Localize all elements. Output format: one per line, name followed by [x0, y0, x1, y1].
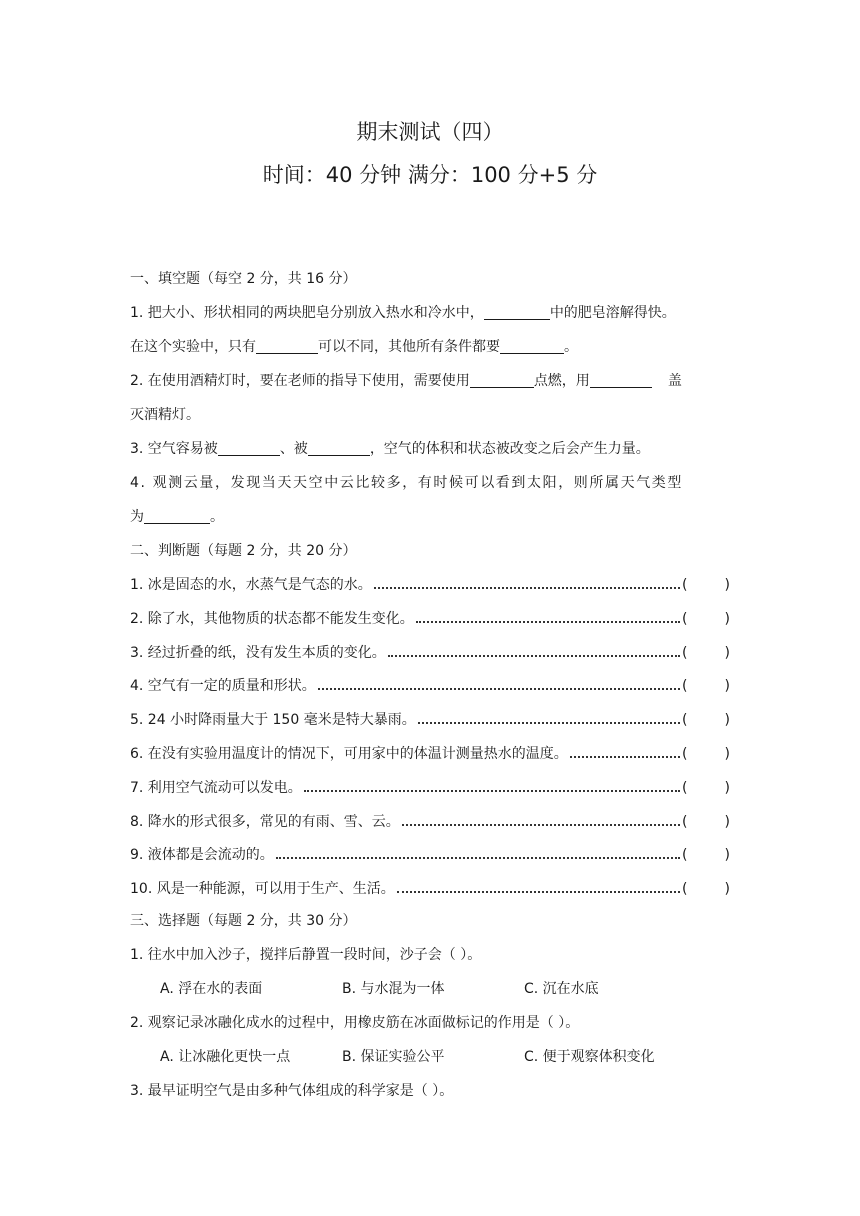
- paren-open: (: [682, 610, 688, 627]
- judge-question-text: 7. 利用空气流动可以发电。: [130, 779, 302, 796]
- paren-close: ): [724, 644, 730, 661]
- fill-question-3: 3. 空气容易被 、被 ，空气的体积和状态被改变之后会产生力量。: [130, 441, 650, 457]
- judge-question-text: 3. 经过折叠的纸，没有发生本质的变化。: [130, 644, 386, 661]
- answer-parentheses[interactable]: [682, 779, 730, 797]
- fill-question-2-cont: 灭酒精灯。: [130, 407, 200, 423]
- fill-question-2: 2. 在使用酒精灯时，要在老师的指导下使用，需要使用 点燃，用 盖: [130, 373, 682, 389]
- dot-leader: [318, 677, 680, 690]
- exam-subtitle: 时间：40 分钟 满分：100 分+5 分: [262, 163, 598, 187]
- dot-leader: [397, 880, 680, 893]
- section1-heading: 一、填空题（每空 2 分，共 16 分）: [130, 271, 357, 287]
- answer-blank[interactable]: [590, 373, 652, 388]
- paren-open: (: [682, 678, 688, 695]
- choice-question-2: 2. 观察记录冰融化成水的过程中，用橡皮筋在冰面做标记的作用是（ ）。: [130, 1015, 580, 1031]
- dot-leader: [304, 779, 680, 792]
- dot-leader: [402, 813, 680, 826]
- choice-2-option-b[interactable]: B. 保证实验公平: [342, 1049, 445, 1065]
- answer-blank[interactable]: [256, 339, 318, 354]
- fill-question-1: 1. 把大小、形状相同的两块肥皂分别放入热水和冷水中， 中的肥皂溶解得快。: [130, 305, 676, 321]
- paren-close: ): [724, 847, 730, 864]
- paren-close: ): [724, 610, 730, 627]
- answer-parentheses[interactable]: [682, 610, 730, 628]
- paren-open: (: [682, 577, 688, 593]
- choice-1-option-a[interactable]: A. 浮在水的表面: [160, 981, 263, 997]
- dot-leader: [418, 711, 680, 724]
- judge-question-text: 4. 空气有一定的质量和形状。: [130, 678, 316, 695]
- answer-blank[interactable]: [500, 339, 564, 354]
- paren-close: ): [724, 779, 730, 796]
- paren-open: (: [682, 779, 688, 796]
- section2-heading: 二、判断题（每题 2 分，共 20 分）: [130, 543, 357, 559]
- paren-close: ): [724, 678, 730, 695]
- answer-parentheses[interactable]: [682, 677, 730, 695]
- exam-title: 期末测试（四）: [356, 120, 504, 144]
- answer-parentheses[interactable]: [682, 644, 730, 662]
- paren-open: (: [682, 644, 688, 661]
- paren-open: (: [682, 881, 688, 898]
- answer-parentheses[interactable]: [682, 846, 730, 864]
- fill-question-4: 4. 观测云量，发现当天天空中云比较多，有时候可以看到太阳，则所属天气类型: [130, 475, 684, 491]
- choice-1-option-c[interactable]: C. 沉在水底: [524, 981, 599, 997]
- paren-open: (: [682, 712, 688, 729]
- paren-close: ): [724, 881, 730, 898]
- answer-parentheses[interactable]: [682, 711, 730, 729]
- answer-parentheses[interactable]: [682, 880, 730, 898]
- judge-question-text: 8. 降水的形式很多，常见的有雨、雪、云。: [130, 813, 400, 830]
- dot-leader: [388, 644, 680, 657]
- dot-leader: [570, 745, 680, 758]
- paren-close: ): [724, 746, 730, 762]
- dot-leader: [416, 610, 680, 623]
- paren-open: (: [682, 813, 688, 830]
- judge-question-text: 9. 液体都是会流动的。: [130, 847, 274, 864]
- fill-question-4-cont: 为 。: [130, 509, 224, 525]
- answer-blank[interactable]: [470, 373, 534, 388]
- answer-parentheses[interactable]: [682, 576, 730, 594]
- answer-blank[interactable]: [218, 441, 280, 456]
- judge-question-text: 5. 24 小时降雨量大于 150 毫米是特大暴雨。: [130, 712, 416, 729]
- fill-question-1-cont: 在这个实验中，只有 可以不同，其他所有条件都要 。: [130, 339, 578, 355]
- judge-question-text: 10. 风是一种能源，可以用于生产、生活。: [130, 881, 395, 898]
- section3-heading: 三、选择题（每题 2 分，共 30 分）: [130, 913, 357, 929]
- paren-close: ): [724, 577, 730, 593]
- choice-2-option-c[interactable]: C. 便于观察体积变化: [524, 1049, 655, 1065]
- choice-question-3: 3. 最早证明空气是由多种气体组成的科学家是（ ）。: [130, 1083, 454, 1099]
- paren-open: (: [682, 847, 688, 864]
- answer-parentheses[interactable]: [682, 813, 730, 831]
- judge-question-text: 6. 在没有实验用温度计的情况下，可用家中的体温计测量热水的温度。: [130, 746, 568, 762]
- dot-leader: [276, 846, 680, 859]
- answer-blank[interactable]: [308, 441, 370, 456]
- judge-question-text: 2. 除了水，其他物质的状态都不能发生变化。: [130, 610, 414, 627]
- paren-open: (: [682, 746, 688, 762]
- paren-close: ): [724, 712, 730, 729]
- paren-close: ): [724, 813, 730, 830]
- answer-parentheses[interactable]: [682, 745, 730, 763]
- answer-blank[interactable]: [484, 305, 550, 320]
- answer-blank[interactable]: [144, 509, 210, 524]
- choice-2-option-a[interactable]: A. 让冰融化更快一点: [160, 1049, 291, 1065]
- dot-leader: [374, 576, 680, 589]
- choice-1-option-b[interactable]: B. 与水混为一体: [342, 981, 445, 997]
- choice-question-1: 1. 往水中加入沙子，搅拌后静置一段时间，沙子会（ ）。: [130, 947, 482, 963]
- judge-question-text: 1. 冰是固态的水，水蒸气是气态的水。: [130, 577, 372, 593]
